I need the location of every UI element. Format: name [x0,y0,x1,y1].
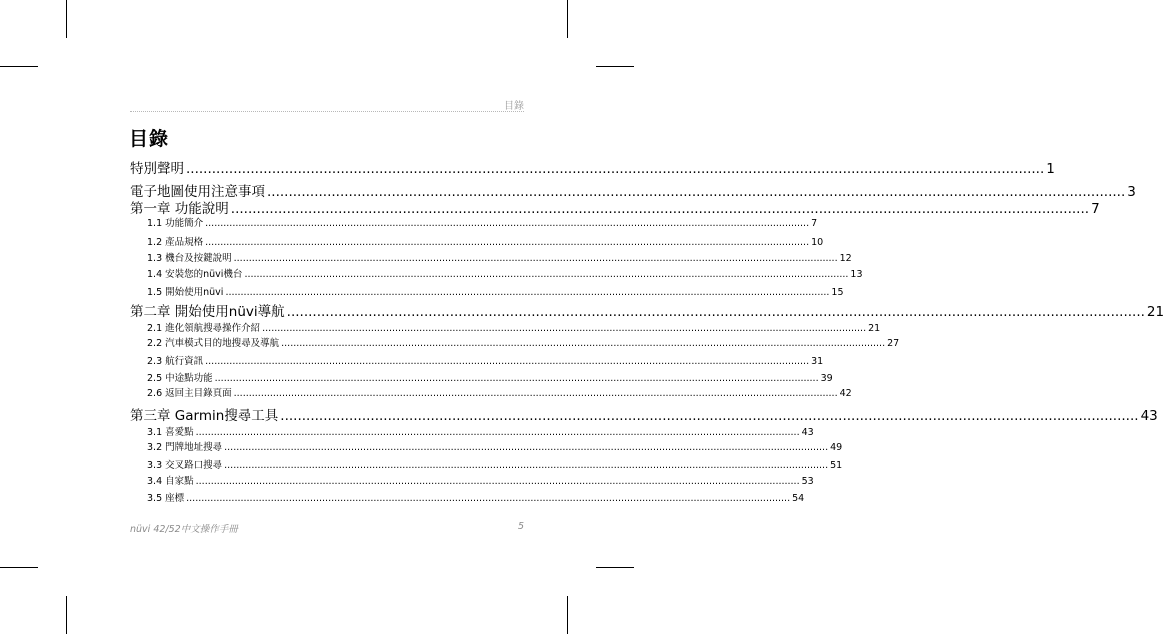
toc-dot-leader: ........................................................................................................................................................................................................ [286,304,1145,320]
toc-page-number: 39 [820,373,833,384]
toc-page-number: 3 [1127,184,1136,200]
crop-mark-top-left-horizontal [0,66,38,67]
toc-section-entry[interactable] [147,284,844,298]
running-header: 目錄 [504,101,524,112]
toc-entry-title: 第一章 功能說明 [130,201,229,217]
toc-dot-leader: ........................................................................................................................................................................................................ [225,287,830,298]
crop-mark-top-right-horizontal [596,66,634,67]
toc-entry-title: 特別聲明 [130,161,184,177]
crop-mark-top-right-vertical [567,0,568,38]
crop-mark-bottom-right-vertical [567,596,568,634]
toc-chapter-entry[interactable] [130,197,1100,217]
page-title: 目錄 [129,128,170,150]
toc-chapter-entry[interactable] [130,404,1158,424]
toc-page-number: 51 [830,460,843,471]
toc-dot-leader: ........................................................................................................................................................................................................ [186,493,791,504]
toc-section-entry[interactable] [147,490,805,504]
toc-page-number: 31 [811,356,824,367]
toc-section-entry[interactable] [147,266,863,280]
toc-section-entry[interactable] [147,385,852,399]
toc-dot-leader: ........................................................................................................................................................................................................ [281,338,886,349]
toc-entry-title: 2.6 返回主目錄頁面 [147,388,232,399]
toc-page-number: 7 [811,218,818,229]
toc-entry-title: 2.2 汽車模式目的地搜尋及導航 [147,338,280,349]
toc-entry-title: 1.1 功能簡介 [147,218,204,229]
toc-entry-title: 2.3 航行資訊 [147,356,204,367]
toc-entry-title: 2.5 中途點功能 [147,373,213,384]
toc-entry-title: 2.1 進化領航搜尋操作介紹 [147,323,261,334]
toc-section-entry[interactable] [147,250,852,264]
toc-entry-title: 1.2 產品規格 [147,237,204,248]
footer-manual-name: nüvi 42/52中文操作手冊 [130,524,238,535]
toc-dot-leader: ........................................................................................................................................................................................................ [224,460,829,471]
toc-section-entry[interactable] [147,215,818,229]
toc-page-number: 43 [801,427,814,438]
toc-chapter-entry[interactable] [130,157,1055,177]
toc-section-entry[interactable] [147,457,843,471]
toc-dot-leader: ........................................................................................................................................................................................................ [205,356,810,367]
header-divider [130,111,524,112]
toc-dot-leader: ........................................................................................................................................................................................................ [205,218,810,229]
toc-page-number: 21 [868,323,881,334]
toc-dot-leader: ........................................................................................................................................................................................................ [195,476,800,487]
toc-dot-leader: ........................................................................................................................................................................................................ [214,373,819,384]
toc-dot-leader: ........................................................................................................................................................................................................ [186,161,1045,177]
toc-dot-leader: ........................................................................................................................................................................................................ [233,388,838,399]
toc-entry-title: 1.5 開始使用nüvi [147,287,224,298]
toc-entry-title: 3.2 門牌地址搜尋 [147,442,223,453]
crop-mark-bottom-right-horizontal [596,567,634,568]
toc-page-number: 12 [839,253,852,264]
toc-dot-leader: ........................................................................................................................................................................................................ [244,269,849,280]
toc-entry-title: 1.4 安裝您的nüvi機台 [147,269,243,280]
toc-page-number: 15 [831,287,844,298]
toc-dot-leader: ........................................................................................................................................................................................................ [224,442,829,453]
toc-page-number: 10 [811,237,824,248]
toc-section-entry[interactable] [147,424,814,438]
toc-page-number: 13 [850,269,863,280]
toc-dot-leader: ........................................................................................................................................................................................................ [262,323,867,334]
footer-page-number: 5 [517,521,524,532]
toc-page-number: 54 [792,493,805,504]
toc-entry-title: 第三章 Garmin搜尋工具 [130,408,279,424]
toc-entry-title: 3.3 交叉路口搜尋 [147,460,223,471]
toc-section-entry[interactable] [147,234,824,248]
toc-section-entry[interactable] [147,335,900,349]
toc-section-entry[interactable] [147,353,824,367]
toc-dot-leader: ........................................................................................................................................................................................................ [233,253,838,264]
toc-page-number: 27 [887,338,900,349]
toc-page-number: 21 [1146,304,1164,320]
toc-page-number: 49 [830,442,843,453]
toc-section-entry[interactable] [147,370,833,384]
toc-dot-leader: ........................................................................................................................................................................................................ [205,237,810,248]
toc-entry-title: 第二章 開始使用nüvi導航 [130,304,285,320]
toc-page-number: 43 [1140,408,1158,424]
toc-entry-title: 1.3 機台及按鍵說明 [147,253,232,264]
toc-dot-leader: ........................................................................................................................................................................................................ [195,427,800,438]
toc-dot-leader: ........................................................................................................................................................................................................ [267,184,1126,200]
toc-section-entry[interactable] [147,320,881,334]
crop-mark-bottom-left-horizontal [0,567,38,568]
crop-mark-top-left-vertical [66,0,67,38]
toc-entry-title: 3.1 喜愛點 [147,427,194,438]
toc-dot-leader: ........................................................................................................................................................................................................ [280,408,1139,424]
toc-entry-title: 3.4 自家點 [147,476,194,487]
toc-section-entry[interactable] [147,473,814,487]
crop-mark-bottom-left-vertical [66,596,67,634]
toc-dot-leader: ........................................................................................................................................................................................................ [230,201,1090,217]
toc-section-entry[interactable] [147,439,843,453]
toc-entry-title: 3.5 座標 [147,493,185,504]
toc-entry-title: 電子地圖使用注意事項 [130,184,265,200]
toc-page-number: 1 [1046,161,1055,177]
toc-page-number: 42 [839,388,852,399]
toc-page-number: 53 [801,476,814,487]
toc-page-number: 7 [1091,201,1100,217]
toc-chapter-entry[interactable] [130,300,1164,320]
